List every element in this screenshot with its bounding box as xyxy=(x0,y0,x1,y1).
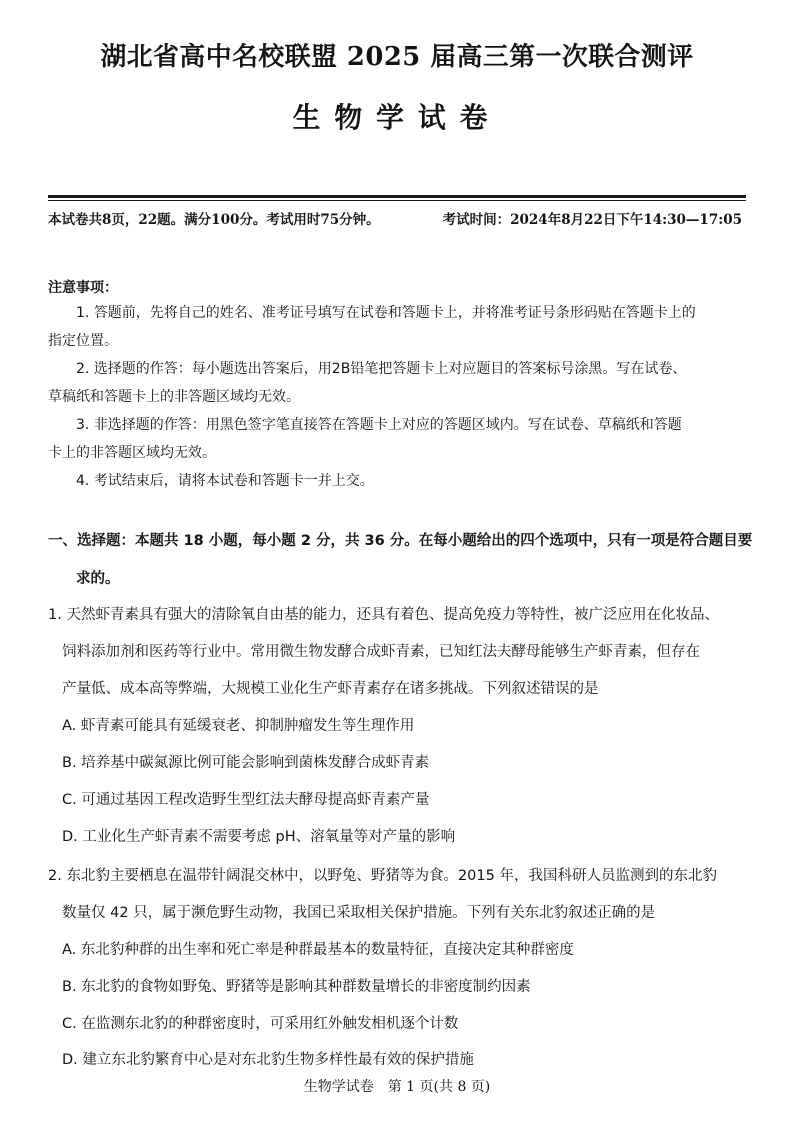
header-divider-thin xyxy=(48,200,746,201)
question-2-stem: 数量仅 42 只，属于濒危野生动物，我国已采取相关保护措施。下列有关东北豹叙述正确的是 xyxy=(62,905,656,921)
question-1-stem: 1. 天然虾青素具有强大的清除氧自由基的能力，还具有着色、提高免疫力等特性，被广泛应用在化妆品、 xyxy=(48,607,719,623)
question-2-option-d: D. 建立东北豹繁育中心是对东北豹生物多样性最有效的保护措施 xyxy=(62,1052,474,1068)
exam-info: 本试卷共8页，22题。满分100分。考试用时75分钟。 xyxy=(48,212,380,228)
subject-title: 生物学试卷 xyxy=(292,101,502,134)
header-divider-thick xyxy=(48,195,746,198)
notice-line: 3. 非选择题的作答：用黑色签字笔直接答在答题卡上对应的答题区域内。写在试卷、草稿纸和答题 xyxy=(76,417,682,433)
exam-time: 考试时间：2024年8月22日下午14:30—17:05 xyxy=(442,212,742,228)
question-1-option-c: C. 可通过基因工程改造野生型红法夫酵母提高虾青素产量 xyxy=(62,792,430,808)
notice-line: 4. 考试结束后，请将本试卷和答题卡一并上交。 xyxy=(76,473,374,489)
notice-line: 卡上的非答题区域均无效。 xyxy=(48,445,216,461)
question-1-option-b: B. 培养基中碳氮源比例可能会影响到菌株发酵合成虾青素 xyxy=(62,755,430,771)
question-1-option-d: D. 工业化生产虾青素不需要考虑 pH、溶氧量等对产量的影响 xyxy=(62,829,456,845)
question-1-stem: 产量低、成本高等弊端，大规模工业化生产虾青素存在诸多挑战。下列叙述错误的是 xyxy=(62,681,599,697)
question-2-stem: 2. 东北豹主要栖息在温带针阔混交林中，以野兔、野猪等为食。2015 年，我国科研人员监测到的东北豹 xyxy=(48,868,717,884)
notice-line: 2. 选择题的作答：每小题选出答案后，用2B铅笔把答题卡上对应题目的答案标号涂黑。写在试卷、 xyxy=(76,361,687,377)
question-2-option-b: B. 东北豹的食物如野兔、野猪等是影响其种群数量增长的非密度制约因素 xyxy=(62,979,531,995)
exam-title: 湖北省高中名校联盟 2025 届高三第一次联合测评 xyxy=(100,42,694,72)
question-1-stem: 饲料添加剂和医药等行业中。常用微生物发酵合成虾青素，已知红法夫酵母能够生产虾青素，但存在 xyxy=(62,644,700,660)
question-1-option-a: A. 虾青素可能具有延缓衰老、抑制肿瘤发生等生理作用 xyxy=(62,718,415,734)
question-2-option-c: C. 在监测东北豹的种群密度时，可采用红外触发相机逐个计数 xyxy=(62,1016,459,1032)
notice-heading: 注意事项： xyxy=(48,280,118,296)
page-footer: 生物学试卷 第 1 页(共 8 页) xyxy=(303,1079,491,1095)
section-heading-cont: 求的。 xyxy=(76,571,120,587)
notice-line: 草稿纸和答题卡上的非答题区域均无效。 xyxy=(48,389,300,405)
question-2-option-a: A. 东北豹种群的出生率和死亡率是种群最基本的数量特征，直接决定其种群密度 xyxy=(62,942,574,958)
notice-line: 1. 答题前，先将自己的姓名、准考证号填写在试卷和答题卡上，并将准考证号条形码贴在答题卡上的 xyxy=(76,305,696,321)
section-heading: 一、选择题：本题共 18 小题，每小题 2 分，共 36 分。在每小题给出的四个选项中，只有一项是符合题目要 xyxy=(48,533,753,549)
notice-line: 指定位置。 xyxy=(48,333,118,349)
